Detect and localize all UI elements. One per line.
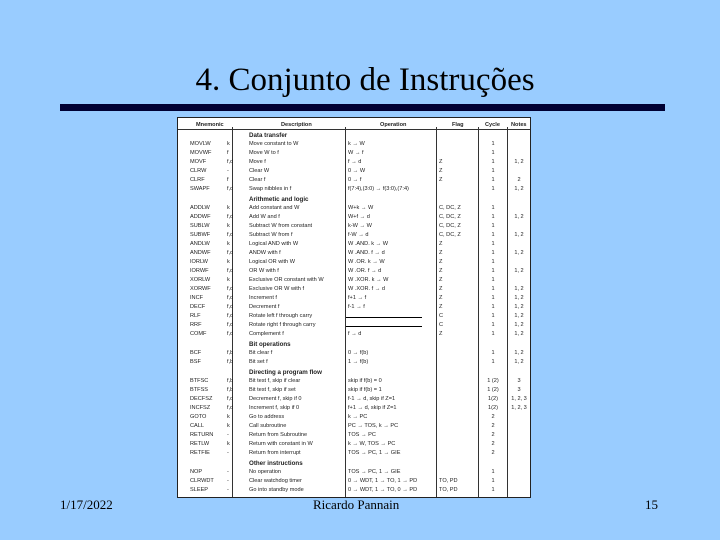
table-cell: NOP	[190, 469, 203, 475]
table-cell: W .OR. k → W	[348, 259, 385, 265]
table-cell: C, DC, Z	[439, 214, 461, 220]
table-cell: 0 → WDT, 1 → TO, 1 → PD	[348, 478, 418, 484]
table-cell: ANDLW	[190, 241, 210, 247]
table-cell: CALL	[190, 423, 204, 429]
table-cell: f,d	[227, 286, 234, 292]
table-cell: 1	[491, 241, 495, 247]
table-cell: 1	[491, 141, 495, 147]
table-cell: ANDW with f	[249, 250, 281, 256]
table-cell: Logical AND with W	[249, 241, 299, 247]
table-cell: k	[227, 223, 230, 229]
table-cell: C, DC, Z	[439, 223, 461, 229]
table-cell: RETURN	[190, 432, 214, 438]
table-cell: f,d	[227, 331, 234, 337]
table-row	[178, 414, 530, 423]
table-row	[178, 141, 530, 150]
table-cell: k	[227, 259, 230, 265]
table-row	[178, 277, 530, 286]
table-cell: PC → TOS, k → PC	[348, 423, 399, 429]
table-cell: k	[227, 205, 230, 211]
table-cell: Go to address	[249, 414, 285, 420]
table-cell: k	[227, 441, 230, 447]
table-row	[178, 350, 530, 359]
table-cell: TOS → PC, 1 → GIE	[348, 469, 401, 475]
table-row	[178, 168, 530, 177]
table-cell: -	[227, 478, 229, 484]
table-cell: 2	[491, 423, 495, 429]
table-cell: Z	[439, 268, 443, 274]
table-cell: 1, 2	[514, 159, 524, 165]
table-cell: 1, 2	[514, 359, 524, 365]
table-row	[178, 268, 530, 277]
table-cell: 3	[517, 378, 521, 384]
rotate-diagram-line	[346, 326, 422, 327]
table-cell: 1, 2	[514, 295, 524, 301]
table-cell: 0 → WDT, 1 → TO, 0 → PD	[348, 487, 418, 493]
table-row	[178, 432, 530, 441]
table-cell: k	[227, 414, 230, 420]
table-cell: Decrement f, skip if 0	[249, 396, 302, 402]
table-cell: XORWF	[190, 286, 211, 292]
table-cell: 1	[491, 313, 495, 319]
table-cell: 1	[491, 259, 495, 265]
table-cell: Bit test f, skip if clear	[249, 378, 301, 384]
table-cell: TO, PD	[439, 487, 458, 493]
table-cell: C	[439, 322, 444, 328]
table-cell: f,b	[227, 387, 234, 393]
table-cell: CLRW	[190, 168, 207, 174]
table-cell: Subtract W from f	[249, 232, 293, 238]
table-cell: CLRWDT	[190, 478, 214, 484]
table-cell: f,d	[227, 295, 234, 301]
table-cell: C	[439, 313, 444, 319]
table-cell: Z	[439, 331, 443, 337]
table-cell: INCF	[190, 295, 204, 301]
table-cell: -	[227, 450, 229, 456]
table-cell: -	[227, 168, 229, 174]
table-cell: 1, 2, 3	[511, 396, 527, 402]
table-cell: Decrement f	[249, 304, 280, 310]
table-cell: Bit test f, skip if set	[249, 387, 296, 393]
section-heading: Bit operations	[249, 341, 291, 348]
table-cell: f,d	[227, 396, 234, 402]
table-cell: Subtract W from constant	[249, 223, 313, 229]
table-cell: -	[227, 487, 229, 493]
table-row	[178, 304, 530, 313]
table-cell: f+1 → d, skip if Z=1	[348, 405, 397, 411]
table-row	[178, 241, 530, 250]
table-cell: XORLW	[190, 277, 211, 283]
table-cell: 0 → f	[348, 177, 362, 183]
table-cell: Move constant to W	[249, 141, 299, 147]
table-cell: Z	[439, 259, 443, 265]
table-cell: 1	[491, 304, 495, 310]
table-cell: f,b	[227, 359, 234, 365]
table-cell: 1	[491, 186, 495, 192]
table-cell: 1	[491, 350, 495, 356]
footer-date: 1/17/2022	[60, 497, 113, 512]
table-cell: f → d	[348, 159, 362, 165]
table-cell: Z	[439, 177, 443, 183]
table-cell: 2	[491, 441, 495, 447]
table-cell: Z	[439, 277, 443, 283]
table-cell: MOVF	[190, 159, 207, 165]
table-cell: f-1 → f	[348, 304, 365, 310]
table-cell: INCFSZ	[190, 405, 211, 411]
table-cell: 1, 2	[514, 214, 524, 220]
table-cell: TOS → PC, 1 → GIE	[348, 450, 401, 456]
table-cell: Z	[439, 168, 443, 174]
table-row	[178, 186, 530, 195]
table-cell: W → f	[348, 150, 364, 156]
table-cell: Z	[439, 286, 443, 292]
table-row	[178, 478, 530, 487]
header-notes: Notes	[511, 122, 527, 128]
table-row	[178, 387, 530, 396]
table-row	[178, 295, 530, 304]
section-heading: Directing a program flow	[249, 369, 322, 376]
table-cell: TOS → PC	[348, 432, 376, 438]
table-cell: 1, 2	[514, 322, 524, 328]
table-row	[178, 359, 530, 368]
rotate-diagram-line	[346, 317, 422, 318]
table-cell: OR W with f	[249, 268, 279, 274]
table-cell: Bit clear f	[249, 350, 273, 356]
table-cell: f	[227, 150, 229, 156]
table-row	[178, 250, 530, 259]
table-cell: k → W	[348, 141, 365, 147]
table-cell: 1, 2	[514, 250, 524, 256]
table-cell: Increment f	[249, 295, 277, 301]
table-cell: Go into standby mode	[249, 487, 304, 493]
table-row	[178, 214, 530, 223]
table-cell: Complement f	[249, 331, 284, 337]
table-cell: f,d	[227, 313, 234, 319]
table-row	[178, 423, 530, 432]
table-cell: 1(2)	[488, 405, 498, 411]
table-cell: f,b	[227, 350, 234, 356]
table-cell: k → W, TOS → PC	[348, 441, 396, 447]
table-cell: Logical OR with W	[249, 259, 296, 265]
table-cell: 1	[491, 159, 495, 165]
table-cell: Return from interrupt	[249, 450, 301, 456]
table-cell: 1, 2	[514, 232, 524, 238]
table-cell: f,d	[227, 186, 234, 192]
table-row	[178, 177, 530, 186]
table-cell: RETFIE	[190, 450, 210, 456]
table-cell: k-W → W	[348, 223, 372, 229]
table-cell: 1, 2	[514, 186, 524, 192]
table-cell: SUBWF	[190, 232, 211, 238]
table-cell: RRF	[190, 322, 202, 328]
table-cell: ADDLW	[190, 205, 210, 211]
table-cell: f	[227, 177, 229, 183]
table-cell: 1, 2	[514, 304, 524, 310]
table-cell: IORWF	[190, 268, 209, 274]
table-cell: SWAPF	[190, 186, 210, 192]
table-cell: 1	[491, 469, 495, 475]
table-cell: 1	[491, 487, 495, 493]
table-cell: Clear watchdog timer	[249, 478, 302, 484]
table-cell: 1	[491, 295, 495, 301]
table-cell: skip if f(b) = 0	[348, 378, 382, 384]
table-cell: f,d	[227, 159, 234, 165]
table-row	[178, 405, 530, 414]
table-row	[178, 223, 530, 232]
table-row	[178, 441, 530, 450]
table-cell: 1	[491, 277, 495, 283]
table-cell: DECF	[190, 304, 206, 310]
table-cell: BSF	[190, 359, 201, 365]
table-cell: Move f	[249, 159, 266, 165]
table-cell: f,d	[227, 214, 234, 220]
table-cell: Z	[439, 250, 443, 256]
table-cell: 0 → W	[348, 168, 366, 174]
table-cell: k	[227, 141, 230, 147]
table-cell: W .OR. f → d	[348, 268, 382, 274]
table-cell: C, DC, Z	[439, 205, 461, 211]
table-cell: MOVLW	[190, 141, 211, 147]
table-cell: 2	[491, 414, 495, 420]
header-description: Description	[281, 122, 312, 128]
table-cell: 1	[491, 168, 495, 174]
slide-title: 4. Conjunto de Instruções	[195, 62, 535, 98]
table-cell: f,d	[227, 322, 234, 328]
table-cell: f,d	[227, 304, 234, 310]
table-cell: Move W to f	[249, 150, 279, 156]
table-cell: f+1 → f	[348, 295, 367, 301]
table-cell: W+k → W	[348, 205, 374, 211]
table-cell: Return with constant in W	[249, 441, 313, 447]
table-cell: 1(2)	[488, 396, 498, 402]
table-cell: SUBLW	[190, 223, 210, 229]
table-cell: 1	[491, 232, 495, 238]
table-cell: No operation	[249, 469, 282, 475]
table-row	[178, 378, 530, 387]
table-cell: ANDWF	[190, 250, 211, 256]
table-cell: f,d	[227, 268, 234, 274]
table-cell: 1, 2	[514, 350, 524, 356]
table-cell: 2	[491, 432, 495, 438]
table-row	[178, 259, 530, 268]
table-cell: 3	[517, 387, 521, 393]
table-row	[178, 331, 530, 340]
table-cell: Exclusive OR constant with W	[249, 277, 324, 283]
table-cell: Z	[439, 304, 443, 310]
table-cell: GOTO	[190, 414, 207, 420]
table-cell: Increment f, skip if 0	[249, 405, 300, 411]
table-cell: f,b	[227, 378, 234, 384]
table-row	[178, 232, 530, 241]
table-cell: W .AND. f → d	[348, 250, 385, 256]
table-cell: 1	[491, 478, 495, 484]
table-cell: -	[227, 432, 229, 438]
table-cell: W+f → d	[348, 214, 370, 220]
table-cell: f-1 → d, skip if Z=1	[348, 396, 396, 402]
footer-author: Ricardo Pannain	[313, 497, 400, 512]
table-cell: 1, 2	[514, 331, 524, 337]
section-heading: Arithmetic and logic	[249, 196, 309, 203]
table-cell: TO, PD	[439, 478, 458, 484]
table-cell: 1	[491, 331, 495, 337]
table-cell: Z	[439, 159, 443, 165]
table-cell: 1	[491, 214, 495, 220]
header-mnemonic: Mnemonic	[196, 122, 224, 128]
table-cell: skip if f(b) = 1	[348, 387, 382, 393]
header-operation: Operation	[380, 122, 407, 128]
table-cell: BTFSC	[190, 378, 209, 384]
table-cell: Swap nibbles in f	[249, 186, 292, 192]
table-cell: W .AND. k → W	[348, 241, 389, 247]
table-cell: k → PC	[348, 414, 368, 420]
table-cell: 1	[491, 286, 495, 292]
table-cell: 0 → f(b)	[348, 350, 369, 356]
table-cell: 1	[491, 177, 495, 183]
table-cell: W .XOR. f → d	[348, 286, 385, 292]
table-cell: BCF	[190, 350, 202, 356]
table-cell: 1 (2)	[487, 387, 499, 393]
table-cell: Add W and f	[249, 214, 280, 220]
table-cell: f-W → d	[348, 232, 369, 238]
table-cell: k	[227, 277, 230, 283]
table-cell: 1	[491, 223, 495, 229]
footer-page-number: 15	[645, 497, 658, 512]
table-cell: 1	[491, 250, 495, 256]
table-cell: 2	[517, 177, 521, 183]
table-cell: RLF	[190, 313, 201, 319]
table-row	[178, 205, 530, 214]
table-cell: Return from Subroutine	[249, 432, 308, 438]
section-heading: Other instructions	[249, 460, 303, 467]
table-cell: Bit set f	[249, 359, 268, 365]
table-cell: 2	[491, 450, 495, 456]
table-cell: Z	[439, 241, 443, 247]
table-cell: Rotate right f through carry	[249, 322, 316, 328]
table-cell: SLEEP	[190, 487, 209, 493]
table-row	[178, 487, 530, 496]
table-cell: Exclusive OR W with f	[249, 286, 305, 292]
table-row	[178, 150, 530, 159]
table-cell: MOVWF	[190, 150, 212, 156]
table-cell: f,d	[227, 250, 234, 256]
instruction-table	[177, 117, 531, 498]
table-row	[178, 286, 530, 295]
table-cell: 1 (2)	[487, 378, 499, 384]
table-cell: k	[227, 423, 230, 429]
table-cell: CLRF	[190, 177, 205, 183]
table-cell: 1	[491, 205, 495, 211]
section-heading: Data transfer	[249, 132, 288, 139]
table-cell: RETLW	[190, 441, 210, 447]
header-cycle: Cycle	[485, 122, 500, 128]
table-cell: DECFSZ	[190, 396, 213, 402]
table-cell: C, DC, Z	[439, 232, 461, 238]
table-cell: 1	[491, 268, 495, 274]
table-cell: BTFSS	[190, 387, 209, 393]
table-cell: ADDWF	[190, 214, 211, 220]
header-flag: Flag	[452, 122, 464, 128]
table-cell: -	[227, 469, 229, 475]
table-cell: Add constant and W	[249, 205, 300, 211]
table-cell: W .XOR. k → W	[348, 277, 389, 283]
table-cell: 1, 2	[514, 313, 524, 319]
table-cell: IORLW	[190, 259, 208, 265]
table-cell: k	[227, 241, 230, 247]
table-row	[178, 469, 530, 478]
table-cell: f,d	[227, 232, 234, 238]
table-cell: COMF	[190, 331, 207, 337]
table-cell: 1, 2	[514, 268, 524, 274]
table-cell: 1 → f(b)	[348, 359, 369, 365]
table-cell: Clear f	[249, 177, 266, 183]
table-cell: 1, 2	[514, 286, 524, 292]
table-cell: Clear W	[249, 168, 270, 174]
table-cell: f(7:4),(3:0) → f(3:0),(7:4)	[348, 186, 409, 192]
table-row	[178, 450, 530, 459]
table-row	[178, 396, 530, 405]
table-cell: 1	[491, 150, 495, 156]
table-cell: Call subroutine	[249, 423, 287, 429]
table-cell: Z	[439, 295, 443, 301]
table-cell: 1	[491, 359, 495, 365]
table-cell: 1	[491, 322, 495, 328]
table-cell: f → d	[348, 331, 362, 337]
table-cell: Rotate left f through carry	[249, 313, 313, 319]
table-row	[178, 159, 530, 168]
table-cell: 1, 2, 3	[511, 405, 527, 411]
table-cell: f,d	[227, 405, 234, 411]
title-underline	[60, 104, 665, 111]
